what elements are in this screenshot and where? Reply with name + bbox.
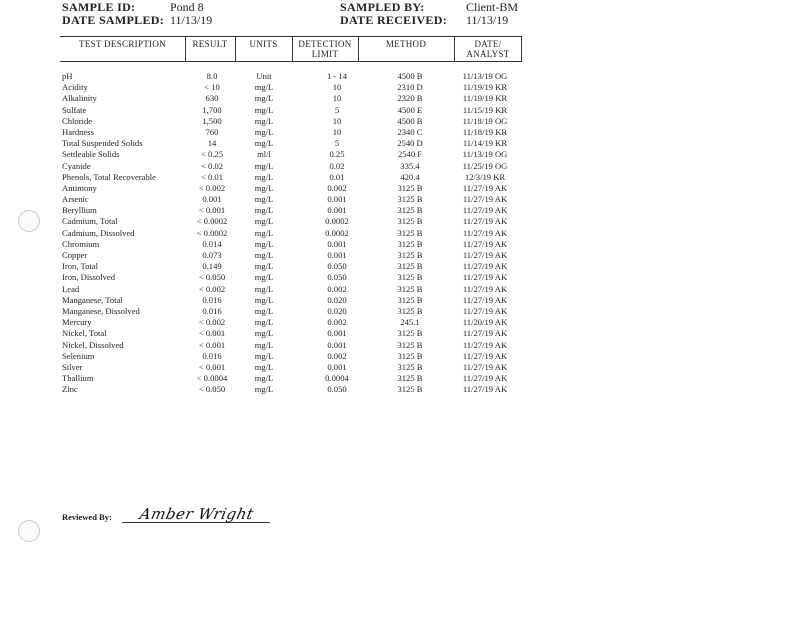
- cell-detection: 0.002: [327, 350, 347, 361]
- table-row: [60, 71, 530, 82]
- table-row: [60, 93, 530, 104]
- cell-method: 335.4: [400, 160, 420, 171]
- cell-method: 3125 B: [397, 238, 423, 249]
- table-row: [60, 362, 530, 373]
- table-row: [60, 306, 530, 317]
- reviewed-by-label: Reviewed By:: [62, 512, 112, 522]
- table-row: [60, 239, 530, 250]
- cell-method: 3125 B: [397, 361, 423, 372]
- col-method: METHOD: [385, 39, 427, 49]
- cell-result: 0.016: [202, 305, 222, 316]
- table-row: [60, 284, 530, 295]
- cell-detection: 10: [332, 115, 342, 126]
- cell-units: mg/L: [254, 93, 274, 104]
- table-row: [60, 216, 530, 227]
- cell-date: 11/27/19 AK: [462, 373, 508, 384]
- cell-date: 11/27/19 AK: [462, 294, 508, 305]
- cell-detection: 0.050: [327, 261, 347, 272]
- cell-detection: 5: [334, 138, 340, 149]
- cell-method: 3125 B: [397, 227, 423, 238]
- cell-method: 3125 B: [397, 350, 423, 361]
- cell-date: 11/20/19 AK: [462, 317, 508, 328]
- table-row: [60, 272, 530, 283]
- cell-units: mg/L: [254, 138, 274, 149]
- cell-date: 11/13/19 OG: [462, 149, 508, 160]
- cell-method: 3125 B: [397, 272, 423, 283]
- date-received-value: 11/13/19: [466, 13, 509, 27]
- cell-date: 11/27/19 AK: [462, 350, 508, 361]
- cell-result: < 0.002: [198, 317, 226, 328]
- cell-detection: 0.001: [327, 361, 347, 372]
- table-row: [60, 384, 530, 395]
- cell-units: mg/L: [254, 328, 274, 339]
- cell-units: mg/L: [254, 160, 274, 171]
- cell-test: Silver: [62, 361, 83, 372]
- table-row: [60, 351, 530, 362]
- cell-result: 1,500: [202, 115, 222, 126]
- cell-units: mg/L: [254, 361, 274, 372]
- col-date-analyst: [454, 37, 522, 61]
- cell-test: Manganese, Total: [62, 294, 123, 305]
- cell-detection: 5: [334, 104, 340, 115]
- table-row: [60, 149, 530, 160]
- cell-result: < 0.050: [198, 272, 226, 283]
- cell-result: < 0.0002: [196, 216, 228, 227]
- cell-date: 11/27/19 AK: [462, 205, 508, 216]
- cell-units: mg/L: [254, 350, 274, 361]
- cell-method: 2540 F: [397, 149, 423, 160]
- cell-test: Copper: [62, 250, 88, 260]
- cell-method: 3125 B: [397, 294, 423, 305]
- table-row: [60, 228, 530, 239]
- table-row: [60, 250, 530, 261]
- cell-method: 4500 B: [397, 71, 423, 81]
- cell-detection: 10: [332, 82, 342, 93]
- cell-result: < 0.02: [200, 160, 224, 171]
- cell-result: < 0.002: [198, 283, 226, 294]
- col-date-line1: DATE/: [474, 39, 502, 49]
- cell-detection: 0.0002: [325, 216, 349, 227]
- binder-hole-top: [18, 210, 40, 232]
- cell-detection: 0.001: [327, 328, 347, 339]
- cell-test: Sulfate: [62, 104, 87, 115]
- cell-method: 3125 B: [397, 373, 423, 384]
- cell-detection: 1 - 14: [326, 71, 348, 81]
- cell-test: Mercury: [62, 317, 92, 328]
- cell-method: 3125 B: [397, 205, 423, 216]
- cell-units: mg/L: [254, 283, 274, 294]
- table-row: [60, 105, 530, 116]
- cell-units: mg/L: [254, 205, 274, 216]
- table-row: [60, 82, 530, 93]
- cell-result: 0.016: [202, 294, 222, 305]
- cell-units: mg/L: [254, 82, 274, 93]
- table-row: [60, 205, 530, 216]
- cell-result: < 0.25: [200, 149, 224, 160]
- cell-units: Unit: [256, 71, 272, 81]
- cell-test: Iron, Dissolved: [62, 272, 115, 283]
- cell-detection: 0.050: [327, 384, 347, 395]
- cell-date: 11/27/19 AK: [462, 261, 508, 272]
- cell-method: 2340 C: [397, 126, 423, 137]
- table-row: [60, 183, 530, 194]
- cell-test: pH: [62, 71, 73, 81]
- cell-detection: 0.001: [327, 339, 347, 350]
- cell-units: mg/L: [254, 272, 274, 283]
- cell-method: 3125 B: [397, 384, 423, 395]
- table-row: [60, 138, 530, 149]
- date-sampled-label: DATE SAMPLED:: [62, 13, 165, 27]
- cell-test: Thallium: [62, 373, 94, 384]
- cell-result: 760: [205, 126, 219, 137]
- cell-detection: 0.002: [327, 317, 347, 328]
- cell-test: Nickel, Dissolved: [62, 339, 124, 350]
- sample-id-value: Pond 8: [170, 0, 204, 14]
- cell-result: < 10: [204, 82, 220, 93]
- cell-units: mg/L: [254, 238, 274, 249]
- table-row: [60, 317, 530, 328]
- cell-result: < 0.001: [198, 328, 226, 339]
- cell-method: 2310 D: [397, 82, 423, 93]
- cell-result: 0.149: [202, 261, 222, 272]
- cell-date: 12/3/19 KR: [464, 171, 506, 182]
- cell-test: Selenium: [62, 350, 95, 361]
- table-row: [60, 161, 530, 172]
- cell-result: 8.0: [206, 71, 218, 81]
- cell-result: 630: [205, 93, 219, 104]
- cell-date: 11/27/19 AK: [462, 238, 508, 249]
- col-units: UNITS: [249, 39, 278, 49]
- cell-result: 0.073: [202, 250, 222, 260]
- cell-units: mg/L: [254, 104, 274, 115]
- cell-date: 11/27/19 AK: [462, 227, 508, 238]
- col-detection-line2: LIMIT: [311, 49, 339, 59]
- cell-test: Beryllium: [62, 205, 97, 216]
- cell-detection: 0.001: [327, 238, 347, 249]
- cell-date: 11/27/19 AK: [462, 384, 508, 395]
- table-row: [60, 261, 530, 272]
- cell-units: mg/L: [254, 227, 274, 238]
- cell-date: 11/19/19 KR: [462, 82, 508, 93]
- cell-method: 3125 B: [397, 182, 423, 193]
- cell-method: 4500 B: [397, 115, 423, 126]
- cell-date: 11/13/19 OG: [462, 71, 508, 81]
- table-row: [60, 328, 530, 339]
- cell-date: 11/27/19 AK: [462, 328, 508, 339]
- cell-test: Cadmium, Dissolved: [62, 227, 135, 238]
- column-header-row: [60, 36, 522, 62]
- cell-test: Manganese, Dissolved: [62, 305, 140, 316]
- cell-units: mg/L: [254, 305, 274, 316]
- cell-date: 11/27/19 AK: [462, 216, 508, 227]
- cell-units: mg/L: [254, 115, 274, 126]
- cell-result: < 0.001: [198, 361, 226, 372]
- table-row: [60, 172, 530, 183]
- col-detection-line1: DETECTION: [298, 39, 352, 49]
- cell-test: Antimony: [62, 182, 97, 193]
- cell-test: Acidity: [62, 82, 88, 93]
- cell-date: 11/14/19 KR: [462, 138, 508, 149]
- cell-date: 11/27/19 AK: [462, 272, 508, 283]
- cell-date: 11/18/19 OG: [462, 115, 508, 126]
- cell-test: Nickel, Total: [62, 328, 107, 339]
- cell-result: < 0.002: [198, 182, 226, 193]
- cell-units: ml/l: [257, 149, 271, 160]
- cell-units: mg/L: [254, 194, 274, 205]
- cell-detection: 0.001: [327, 250, 347, 260]
- cell-detection: 0.050: [327, 272, 347, 283]
- cell-units: mg/L: [254, 294, 274, 305]
- cell-detection: 10: [332, 93, 342, 104]
- cell-test: Phenols, Total Recoverable: [62, 171, 156, 182]
- cell-detection: 0.001: [327, 194, 347, 205]
- cell-test: Hardness: [62, 126, 94, 137]
- table-row: [60, 340, 530, 351]
- results-table: [60, 71, 530, 395]
- table-row: [60, 373, 530, 384]
- cell-method: 3125 B: [397, 283, 423, 294]
- cell-result: 14: [207, 138, 217, 149]
- cell-method: 4500 E: [397, 104, 423, 115]
- cell-result: < 0.0004: [196, 373, 228, 384]
- col-divider: [521, 37, 522, 61]
- cell-result: 0.014: [202, 238, 222, 249]
- reviewer-signature: Amber Wright: [138, 505, 256, 523]
- cell-test: Total Suspended Solids: [62, 138, 143, 149]
- binder-hole-bottom: [18, 520, 40, 542]
- col-date-line2: ANALYST: [466, 49, 510, 59]
- table-row: [60, 127, 530, 138]
- cell-detection: 0.020: [327, 294, 347, 305]
- cell-test: Zinc: [62, 384, 78, 395]
- table-row: [60, 194, 530, 205]
- cell-method: 420.4: [400, 171, 420, 182]
- cell-detection: 0.01: [329, 171, 345, 182]
- cell-date: 11/27/19 AK: [462, 194, 508, 205]
- cell-test: Chromium: [62, 238, 100, 249]
- cell-date: 11/27/19 AK: [462, 182, 508, 193]
- date-received-label: DATE RECEIVED:: [340, 13, 447, 27]
- cell-method: 3125 B: [397, 305, 423, 316]
- cell-test: Cadmium, Total: [62, 216, 118, 227]
- cell-date: 11/15/19 KR: [462, 104, 508, 115]
- cell-test: Iron, Total: [62, 261, 98, 272]
- col-test-description: TEST DESCRIPTION: [79, 39, 166, 49]
- cell-result: 0.001: [202, 194, 222, 205]
- cell-units: mg/L: [254, 339, 274, 350]
- cell-date: 11/18/19 KR: [462, 126, 508, 137]
- cell-detection: 0.02: [329, 160, 345, 171]
- cell-method: 3125 B: [397, 216, 423, 227]
- cell-result: < 0.050: [198, 384, 226, 395]
- cell-detection: 0.001: [327, 205, 347, 216]
- cell-result: < 0.001: [198, 339, 226, 350]
- cell-method: 2540 D: [397, 138, 423, 149]
- cell-units: mg/L: [254, 171, 274, 182]
- cell-units: mg/L: [254, 182, 274, 193]
- cell-units: mg/L: [254, 317, 274, 328]
- cell-units: mg/L: [254, 373, 274, 384]
- cell-result: < 0.0002: [196, 227, 228, 238]
- cell-detection: 10: [332, 126, 342, 137]
- cell-result: 1,700: [202, 104, 222, 115]
- cell-date: 11/27/19 AK: [462, 250, 508, 260]
- table-row: [60, 116, 530, 127]
- cell-detection: 0.002: [327, 182, 347, 193]
- cell-result: 0.016: [202, 350, 222, 361]
- date-sampled-value: 11/13/19: [170, 13, 213, 27]
- cell-detection: 0.002: [327, 283, 347, 294]
- cell-units: mg/L: [254, 384, 274, 395]
- cell-method: 245.1: [400, 317, 420, 328]
- sampled-by-value: Client-BM: [466, 0, 519, 14]
- cell-date: 11/27/19 AK: [462, 283, 508, 294]
- cell-result: < 0.01: [200, 171, 224, 182]
- cell-date: 11/27/19 AK: [462, 305, 508, 316]
- cell-result: < 0.001: [198, 205, 226, 216]
- sampled-by-label: SAMPLED BY:: [340, 0, 425, 14]
- table-row: [60, 295, 530, 306]
- cell-units: mg/L: [254, 126, 274, 137]
- cell-test: Settleable Solids: [62, 149, 120, 160]
- cell-detection: 0.25: [329, 149, 345, 160]
- cell-test: Lead: [62, 283, 80, 294]
- cell-test: Cyanide: [62, 160, 91, 171]
- cell-detection: 0.020: [327, 305, 347, 316]
- cell-units: mg/L: [254, 250, 274, 260]
- cell-units: mg/L: [254, 216, 274, 227]
- cell-date: 11/27/19 AK: [462, 339, 508, 350]
- cell-method: 3125 B: [397, 339, 423, 350]
- cell-date: 11/19/19 KR: [462, 93, 508, 104]
- col-detection-limit: [292, 37, 358, 61]
- cell-method: 3125 B: [397, 261, 423, 272]
- cell-test: Arsenic: [62, 194, 89, 205]
- cell-date: 11/27/19 AK: [462, 361, 508, 372]
- cell-detection: 0.0002: [325, 227, 349, 238]
- col-result: RESULT: [192, 39, 228, 49]
- cell-test: Chloride: [62, 115, 93, 126]
- cell-method: 3125 B: [397, 328, 423, 339]
- sample-id-label: SAMPLE ID:: [62, 0, 136, 14]
- cell-method: 3125 B: [397, 194, 423, 205]
- cell-method: 3125 B: [397, 250, 423, 260]
- cell-test: Alkalinity: [62, 93, 97, 104]
- cell-units: mg/L: [254, 261, 274, 272]
- cell-detection: 0.0004: [325, 373, 349, 384]
- cell-date: 11/25/19 OG: [462, 160, 508, 171]
- cell-method: 2320 B: [397, 93, 423, 104]
